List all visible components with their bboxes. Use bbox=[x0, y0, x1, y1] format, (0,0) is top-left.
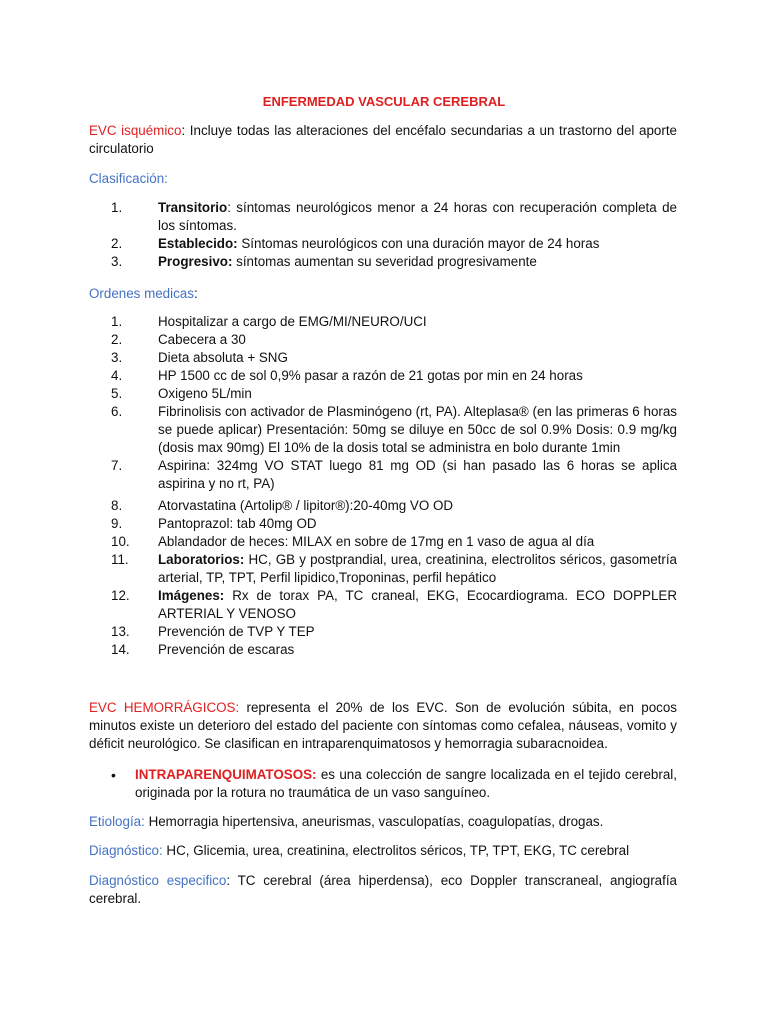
list-item bbox=[89, 587, 677, 623]
list-text: Pantoprazol: tab 40mg OD bbox=[158, 516, 317, 531]
ordenes-heading-label: Ordenes medicas bbox=[89, 286, 194, 301]
list-item bbox=[89, 551, 677, 587]
diagnostico-paragraph bbox=[89, 842, 677, 860]
list-text: Atorvastatina (Artolip® / lipitor®):20-40mg VO OD bbox=[158, 498, 454, 513]
diagnostico-especifico-paragraph bbox=[89, 872, 677, 908]
clasificacion-list bbox=[89, 199, 677, 271]
diagnostico-especifico-text: : TC cerebral (área hiperdensa), eco Doppler transcraneal, angiografía cerebral. bbox=[89, 873, 677, 906]
list-item bbox=[89, 331, 677, 349]
list-text: HC, GB y postprandial, urea, creatinina, electrolitos séricos, gasometría arterial, TP, TPT, Perfil lipidico,Troponinas, perfil hepático bbox=[158, 552, 677, 585]
list-number: 2. bbox=[111, 332, 123, 347]
list-number: 3. bbox=[111, 254, 123, 269]
list-number: 6. bbox=[111, 404, 123, 419]
list-term: Establecido: bbox=[158, 236, 238, 251]
list-item bbox=[89, 199, 677, 235]
hemorragicos-label: EVC HEMORRÁGICOS: bbox=[89, 700, 240, 715]
list-number: 9. bbox=[111, 516, 123, 531]
list-text: síntomas aumentan su severidad progresivamente bbox=[232, 254, 537, 269]
clasificacion-heading: Clasificación: bbox=[89, 171, 168, 186]
list-item bbox=[89, 349, 677, 367]
list-term: Progresivo: bbox=[158, 254, 233, 269]
isquemico-text: : Incluye todas las alteraciones del encéfalo secundarias a un trastorno del aporte circulatorio bbox=[89, 123, 677, 156]
hemorragicos-text: representa el 20% de los EVC. Son de evolución súbita, en pocos minutos existe un deterioro del estado del paciente con síntomas como cefalea, náuseas, vomito y déficit neurológico. Se clasifican en intraparenquimatosos y hemorragia subaracnoidea. bbox=[89, 700, 677, 751]
list-number: 2. bbox=[111, 236, 123, 251]
list-number: 11. bbox=[111, 552, 129, 567]
list-number: 8. bbox=[111, 498, 123, 513]
list-text: Oxigeno 5L/min bbox=[158, 386, 252, 401]
etiologia-label: Etiología: bbox=[89, 814, 145, 829]
ordenes-heading-suffix: : bbox=[193, 286, 198, 301]
list-text: Rx de torax PA, TC craneal, EKG, Ecocardiograma. ECO DOPPLER ARTERIAL Y VENOSO bbox=[158, 588, 677, 621]
intraparenquimatosos-bullet-item bbox=[111, 766, 677, 802]
ordenes-list bbox=[89, 313, 677, 659]
list-text: Ablandador de heces: MILAX en sobre de 17mg en 1 vaso de agua al día bbox=[158, 534, 595, 549]
list-text: Hospitalizar a cargo de EMG/MI/NEURO/UCI bbox=[158, 314, 427, 329]
diagnostico-text: HC, Glicemia, urea, creatinina, electrolitos séricos, TP, TPT, EKG, TC cerebral bbox=[162, 843, 630, 858]
document-title: ENFERMEDAD VASCULAR CEREBRAL bbox=[262, 94, 506, 109]
list-number: 3. bbox=[111, 350, 123, 365]
list-term: Imágenes: bbox=[158, 588, 225, 603]
list-item bbox=[89, 253, 677, 271]
list-text: Aspirina: 324mg VO STAT luego 81 mg OD (si han pasado las 6 horas se aplica aspirina y no rt, PA) bbox=[158, 458, 677, 491]
intraparenquimatosos-label: INTRAPARENQUIMATOSOS: bbox=[135, 767, 317, 782]
list-number: 5. bbox=[111, 386, 123, 401]
list-number: 7. bbox=[111, 458, 123, 473]
diagnostico-especifico-label: Diagnóstico especifico bbox=[89, 873, 227, 888]
list-number: 13. bbox=[111, 624, 130, 639]
list-item bbox=[89, 403, 677, 457]
list-text: HP 1500 cc de sol 0,9% pasar a razón de 21 gotas por min en 24 horas bbox=[158, 368, 583, 383]
list-number: 1. bbox=[111, 314, 123, 329]
list-item bbox=[89, 533, 677, 551]
list-term: Laboratorios: bbox=[158, 552, 245, 567]
list-item bbox=[89, 313, 677, 331]
ordenes-heading bbox=[89, 285, 198, 303]
list-number: 10. bbox=[111, 534, 130, 549]
isquemico-paragraph bbox=[89, 122, 677, 158]
list-text: Prevención de escaras bbox=[158, 642, 295, 657]
list-number: 14. bbox=[111, 642, 130, 657]
list-text: Dieta absoluta + SNG bbox=[158, 350, 288, 365]
list-item bbox=[89, 623, 677, 641]
etiologia-text: Hemorragia hipertensiva, aneurismas, vasculopatías, coagulopatías, drogas. bbox=[144, 814, 604, 829]
list-item bbox=[89, 235, 677, 253]
intraparenquimatosos-text: es una colección de sangre localizada en el tejido cerebral, originada por la rotura no traumática de un vaso sanguíneo. bbox=[135, 767, 677, 800]
list-text: Síntomas neurológicos con una duración mayor de 24 horas bbox=[237, 236, 600, 251]
list-text: Cabecera a 30 bbox=[158, 332, 246, 347]
diagnostico-label: Diagnóstico: bbox=[89, 843, 163, 858]
list-number: 1. bbox=[111, 200, 123, 215]
list-term: Transitorio bbox=[158, 200, 228, 215]
list-text: Fibrinolisis con activador de Plasminógeno (rt, PA). Alteplasa® (en las primeras 6 horas se puede aplicar) Presentación: 50mg se diluye en 50cc de sol 0.9% Dosis: 0.9 mg/kg (dosis max 90mg) El 10% de la dosis total se administra en bolo durante 1min bbox=[158, 404, 677, 455]
list-item bbox=[89, 497, 677, 515]
list-text: : síntomas neurológicos menor a 24 horas con recuperación completa de los síntomas. bbox=[158, 200, 677, 233]
list-item bbox=[89, 385, 677, 403]
list-item bbox=[89, 367, 677, 385]
hemorragicos-paragraph bbox=[89, 699, 677, 753]
list-text: Prevención de TVP Y TEP bbox=[158, 624, 315, 639]
list-item bbox=[89, 515, 677, 533]
list-item bbox=[89, 641, 677, 659]
isquemico-label: EVC isquémico bbox=[89, 123, 182, 138]
list-number: 12. bbox=[111, 588, 130, 603]
list-item bbox=[89, 457, 677, 493]
bullet-icon: • bbox=[111, 767, 116, 783]
etiologia-paragraph bbox=[89, 813, 677, 831]
list-number: 4. bbox=[111, 368, 123, 383]
